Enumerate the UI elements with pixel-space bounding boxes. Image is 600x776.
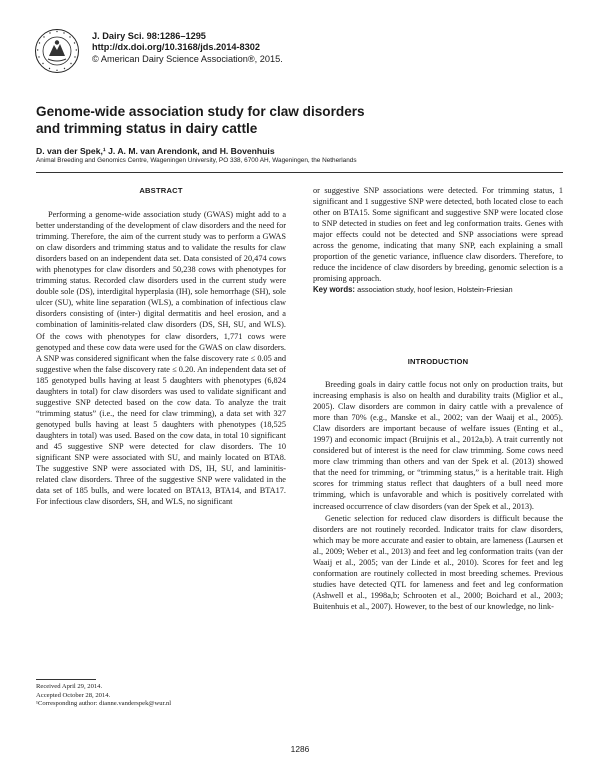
accepted-date: Accepted October 28, 2014. bbox=[36, 691, 111, 699]
copyright-notice: © American Dairy Science Association®, 2015. bbox=[92, 53, 283, 64]
keywords-list: association study, hoof lesion, Holstein-Friesian bbox=[357, 285, 513, 295]
abstract-column-right bbox=[313, 185, 563, 295]
journal-citation: J. Dairy Sci. 98:1286–1295 bbox=[92, 31, 206, 41]
author-list: D. van der Spek,¹ J. A. M. van Arendonk, and H. Bovenhuis bbox=[36, 146, 275, 156]
article-title bbox=[36, 104, 456, 137]
abstract-continuation: or suggestive SNP associations were detected. For trimming status, 1 significant and 1 suggestive SNP were detected, both located close to each other on BTA15. Some significant and suggestive SNP were located close to SNP detected in studies on feet and leg conformation traits. Genes with major effects could not be detected and SNP associations were spread across the genome, indicating that many SNP, each explaining a small proportion of the genetic variance, influence claw disorders. Therefore, to reduce the incidence of claw disorders by breeding, genomic selection is a promising approach. bbox=[313, 186, 563, 284]
journal-header bbox=[92, 31, 392, 65]
header-divider bbox=[36, 172, 563, 173]
keywords-label: Key words: bbox=[313, 285, 356, 295]
abstract-column-left bbox=[36, 209, 286, 507]
footnote-divider bbox=[36, 679, 96, 680]
received-date: Received April 29, 2014. bbox=[36, 683, 103, 690]
abstract-paragraph: Performing a genome-wide association study (GWAS) might add to a better understanding of the development of claw disorders and the need for trimming. Therefore, the aim of the current study was to perform a GWAS on claw disorders and trimming status and to validate the results for claw disorders based on an independent data set. Data consisted of 20,474 cows with phenotypes for claw disorders and 50,238 cows with phenotypes for trimming status. Recorded claw disorders used in the current study were double sole (DS), interdigital hyperplasia (IH), sole hemorrhage (SH), sole ulcer (SU), white line separation (WLS), a combination of infectious claw disorders consisting of (inter-) digital dermatitis and heel erosion, and a combination of laminitis-related claw disorders (DS, SH, SU, and WLS). Of the cows with phenotypes for claw disorders, 1,771 cows were genotyped and these cow data were used for the GWAS on claw disorders. A SNP was considered significant when the false discovery rate ≤ 0.05 and suggestive when the false discovery rate ≤ 0.20. An independent data set of 185 genotyped bulls having at least 5 daughters with phenotypes (6,824 daughters in total) for claw disorders was used to validate significant and suggestive SNP detected based on the cow data. To analyze the trait “trimming status” (i.e., the need for claw trimming), a data set with 327 genotyped bulls having at least 5 daughters with phenotypes (18,525 daughters in total) was used. Based on the cow data, in total 10 significant and 45 suggestive SNP were detected for claw disorders. The 10 significant SNP were associated with SU, and mainly located on BTA8. The suggestive SNP were associated with DS, IH, SU, and laminitis-related claw disorders. Three of the suggestive SNP were validated in the data set of 185 bulls, and were located on BTA13, BTA14, and BTA17. For infectious claw disorders, SH, and WLS, no significant bbox=[36, 210, 286, 507]
abstract-heading: ABSTRACT bbox=[139, 186, 183, 195]
introduction-heading: INTRODUCTION bbox=[407, 357, 469, 366]
affiliation: Animal Breeding and Genomics Centre, Wageningen University, PO 338, 6700 AH, Wageningen, the Netherlands bbox=[36, 157, 357, 164]
association-seal-icon bbox=[34, 28, 80, 74]
doi-link[interactable]: http://dx.doi.org/10.3168/jds.2014-8302 bbox=[92, 42, 260, 53]
page-number: 1286 bbox=[290, 744, 310, 754]
keywords bbox=[313, 284, 563, 295]
introduction-paragraph-2: Genetic selection for reduced claw disorders is difficult because the disorders are not routinely recorded. Indicator traits for claw disorders, which may be more accurate and easier to obtain, are lameness (Laursen et al., 2009; Weber et al., 2013) and feet and leg conformation traits (van der Waaij et al., 2005; van der Linde et al., 2010). Scores for feet and leg conformation are routinely collected in most breeding schemes. Previous studies have detected QTL for lameness and feet and leg conformation (Ashwell et al., 1998a,b; Schrooten et al., 2000; Boichard et al., 2003; Buitenhuis et al., 2007). However, to the best of our knowledge, no link- bbox=[313, 513, 563, 611]
title-line-2: and trimming status in dairy cattle bbox=[36, 120, 258, 136]
footnotes bbox=[36, 683, 286, 709]
introduction-paragraph-1: Breeding goals in dairy cattle focus not only on production traits, but increasing emphasis is also on health and durability traits (Miglior et al., 2005). Claw disorders are common in dairy cattle with a prevalence of more than 70% (e.g., Manske et al., 2002; van der Waaij et al., 2005). Claw disorders are important because of welfare issues (Enting et al., 1997) and economic impact (Bruijnis et al., 2012a,b). A trait currently not considered but of interest is the need for claw trimming. Some cows need more claw trimming than others and van der Spek et al. (2013) showed that the need for trimming, or “trimming status,” is a heritable trait. High scores for trimming status reflect that daughters of a bull need more trimming, which is unfavorable and which is positively correlated with increased occurrence of claw disorders (van der Spek et al., 2013). bbox=[313, 380, 563, 511]
corresponding-author: ¹Corresponding author: dianne.vanderspek@wur.nl bbox=[36, 700, 172, 708]
introduction-column bbox=[313, 379, 563, 612]
title-line-1: Genome-wide association study for claw disorders bbox=[36, 104, 365, 119]
